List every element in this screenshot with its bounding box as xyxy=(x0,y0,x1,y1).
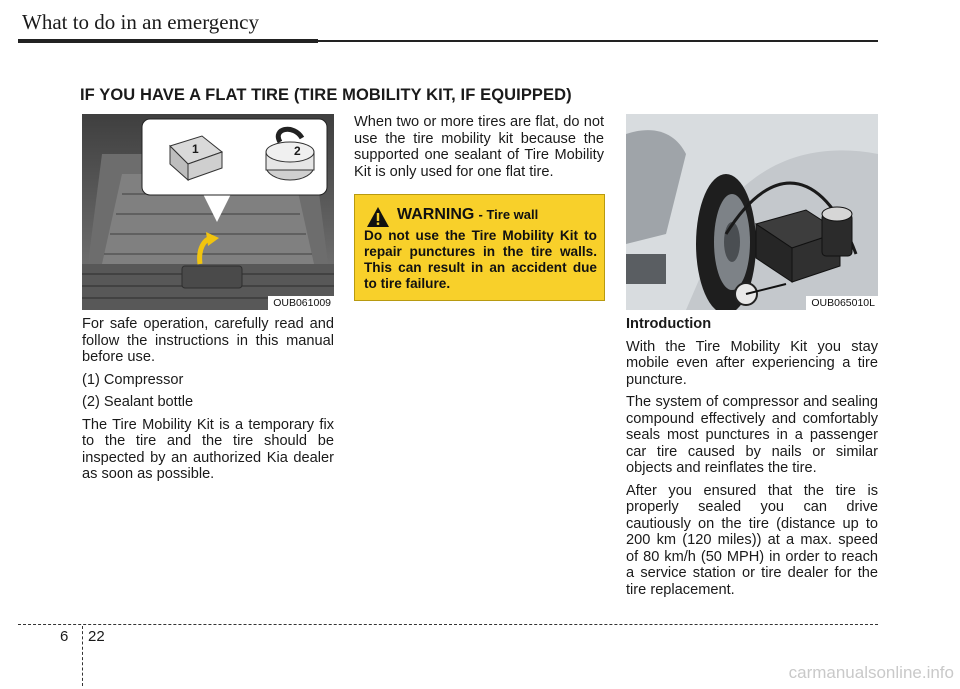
warning-subtitle: - Tire wall xyxy=(478,207,539,222)
intro-paragraph-2: The system of compressor and sealing compound effectively and comfortably seals most punctures in a passenger car tire caused by nails or similar objects and reinflates the tire. xyxy=(626,394,878,476)
column-right xyxy=(626,316,878,604)
introduction-heading: Introduction xyxy=(626,316,712,332)
callout-2: 2 xyxy=(294,144,301,158)
tire-compressor-figure xyxy=(626,114,878,310)
watermark: carmanualsonline.info xyxy=(788,663,954,682)
figure-code-right: OUB065010L xyxy=(806,296,878,310)
trunk-kit-figure xyxy=(82,114,334,310)
figure-code-left: OUB061009 xyxy=(268,296,334,310)
main-heading: IF YOU HAVE A FLAT TIRE (TIRE MOBILITY KIT, IF EQUIPPED) xyxy=(80,86,572,104)
tire-illustration xyxy=(626,114,878,310)
footer-divider xyxy=(82,626,83,686)
warning-body: Do not use the Tire Mobility Kit to repair punctures in the tire walls. This can result in an accident due to tire failure. xyxy=(364,228,597,291)
page-number: 22 xyxy=(88,628,105,645)
safety-paragraph: For safe operation, carefully read and follow the instructions in this manual before use. xyxy=(82,316,334,365)
footer-rule xyxy=(18,624,878,625)
column-middle xyxy=(354,114,604,186)
intro-paragraph-3: After you ensured that the tire is properly sealed you can drive cautiously on the tire (distance up to 200 km (120 miles)) at a max. speed of 80 km/h (50 MPH) in order to reach a service station or tire dealer for the tire replacement. xyxy=(626,482,878,598)
compressor-label: (1) Compressor xyxy=(82,371,184,388)
callout-1: 1 xyxy=(192,142,199,156)
warning-title xyxy=(397,206,538,224)
chapter-number: 6 xyxy=(60,628,69,645)
temporary-fix-paragraph: The Tire Mobility Kit is a temporary fix to the tire and the tire should be inspected by an authorized Kia dealer as soon as possible. xyxy=(82,416,334,482)
sealant-label: (2) Sealant bottle xyxy=(82,394,194,410)
intro-paragraph-1: With the Tire Mobility Kit you stay mobile even after experiencing a tire puncture. xyxy=(626,338,878,388)
warning-word: WARNING xyxy=(397,206,475,223)
warning-box xyxy=(354,194,605,301)
section-title: What to do in an emergency xyxy=(22,10,259,34)
column-left xyxy=(82,316,334,489)
header-rule xyxy=(18,39,878,43)
multiple-flat-paragraph: When two or more tires are flat, do not use the tire mobility kit because the supported one sealant of Tire Mobility Kit is only used for one flat tire. xyxy=(354,114,604,180)
